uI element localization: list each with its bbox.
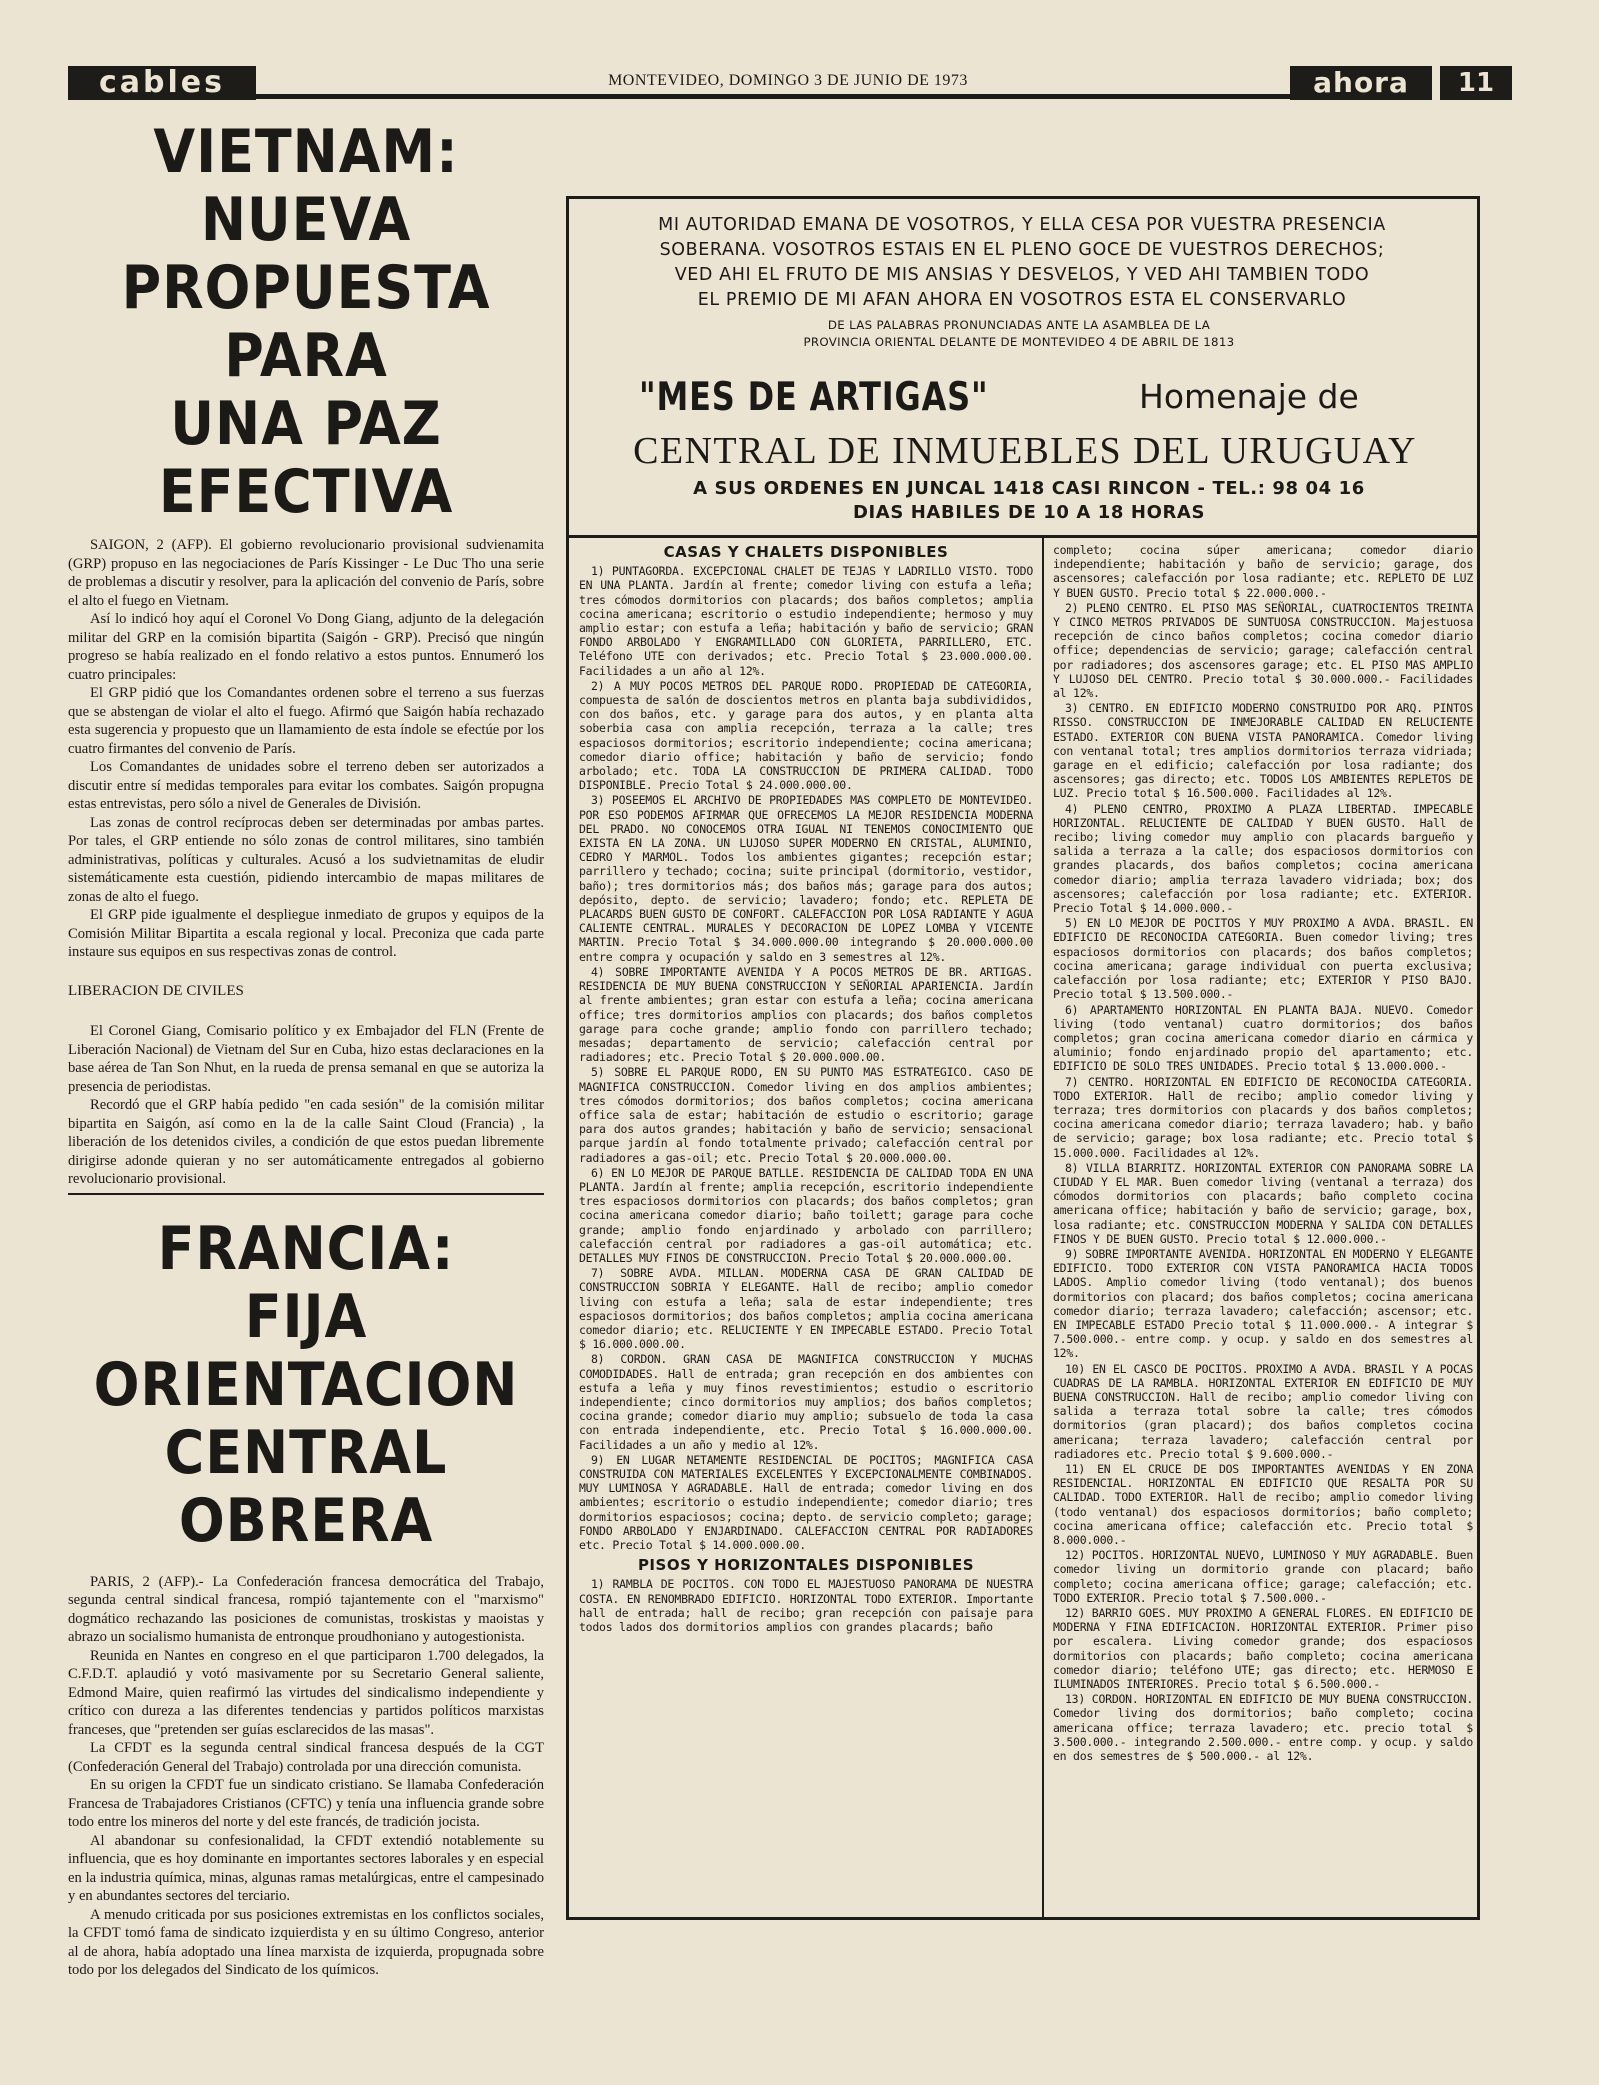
quote-source [689, 317, 1349, 351]
listings-right-column [1053, 543, 1473, 1764]
vietnam-headline [92, 118, 520, 526]
listing-item: 8) VILLA BIARRITZ. HORIZONTAL EXTERIOR CON PANORAMA SOBRE LA CIUDAD Y EL MAR. Buen comedor living (ventanal a terraza) dos cómodos dormitorios con placards; baño completo cocina americana office; habitación y baño de servicio; garage, box, losa radiante; etc. CONSTRUCCION MODERNA Y SALIDA CON DETALLES FINOS Y DE BUEN GUSTO. Precio total $ 12.000.000.- [1053, 1160, 1473, 1246]
pisos-heading: PISOS Y HORIZONTALES DISPONIBLES [637, 1556, 975, 1575]
listing-item: 11) EN EL CRUCE DE DOS IMPORTANTES AVENIDAS Y EN ZONA RESIDENCIAL. HORIZONTAL EN EDIFICIO QUE RESALTA POR SU CALIDAD. TODO EXTERIOR. Hall de recibo; amplio comedor living (todo ventanal) dos espaciosos dormitorios; baño completo; cocina americana office; calefacción etc. Precio total $ 8.000.000.- [1053, 1462, 1473, 1548]
francia-article [68, 1573, 544, 1980]
article-paragraph: Reunida en Nantes en congreso en el que participaron 1.700 delegados, la C.F.D.T. aplaudió y votó masivamente por su Secretario General saliente, Edmond Maire, quien reafirmó las virtudes del sindicalismo independiente y crítico con dureza a las diferentes tendencias y partidos políticos marxistas franceses, que "pretenden ser guías esclarecidos de las masas". [68, 1647, 544, 1738]
article-paragraph: El Coronel Giang, Comisario político y ex Embajador del FLN (Frente de Liberación Nacional) de Vietnam del Sur en Cuba, hizo estas declaraciones en la base aérea de Tan Son Nhut, en la rueda de prensa semanal en que se autoriza la presencia de periodistas. [68, 1023, 544, 1095]
listing-item: 8) CORDON. GRAN CASA DE MAGNIFICA CONSTRUCCION Y MUCHAS COMODIDADES. Hall de entrada; gran recepción en dos ambientes con estufa a leña y muy finos revestimientos; estudio o escritorio independiente; cinco dormitorios muy amplios; dos baños completos; cocina grande; comedor diario muy amplio; subsuelo de toda la casa con entrada independiente, etc. Precio Total $ 16.000.000.00. Facilidades a un año y medio al 12%. [579, 1352, 1033, 1452]
listing-item: 2) A MUY POCOS METROS DEL PARQUE RODO. PROPIEDAD DE CATEGORIA, compuesta de salón de doscientos metros en planta baja subdivididos, con dos baños, etc. y garage para dos autos, y en planta alta soberbia casa con amplia recepción, terraza a la calle; tres espaciosos dormitorios; escritorio independiente; cocina americana; comedor diario office; habitación y baño de servicio; fondo arbolado; etc. TODA LA CONSTRUCCION DE PRIMERA CALIDAD. TODO DISPONIBLE. Precio Total $ 24.000.000.00. [579, 678, 1033, 793]
listing-item: 7) CENTRO. HORIZONTAL EN EDIFICIO DE RECONOCIDA CATEGORIA. TODO EXTERIOR. Hall de recibo; amplio comedor living y terraza; tres dormitorios con placards y dos baños completos; cocina americana comedor diario; terraza lavadero; hab. y baño de servicio; garage; box losa radiante; etc. Precio total $ 15.000.000. Facilidades al 12%. [1053, 1074, 1473, 1160]
ad-column-divider [1042, 538, 1044, 1917]
listing-item: 7) SOBRE AVDA. MILLAN. MODERNA CASA DE GRAN CALIDAD DE CONSTRUCCION SOBRIA Y ELEGANTE. Hall de recibo; amplio comedor living con estufa a leña; sala de estar independiente; tres espaciosos dormitorios; dos baños completos; amplia cocina americana comedor diario; etc. RELUCIENTE Y EN IMPECABLE ESTADO. Precio Total $ 16.000.000.00. [579, 1266, 1033, 1352]
headline-line: VIETNAM: NUEVA [153, 117, 459, 255]
headline-line: CENTRAL OBRERA [164, 1417, 448, 1556]
article-paragraph: Las zonas de control recíprocas deben ser determinadas por ambas partes. Por tales, el GRP entiende no sólo zonas de control militares, sino también administrativas, políticas y culturales. Acusó a los sudvietnamitas de eludir sistemáticamente esta cuestión, pidiendo intercambio de mapas militares de zonas de alto el fuego. [68, 814, 544, 905]
listing-item: 12) POCITOS. HORIZONTAL NUEVO, LUMINOSO Y MUY AGRADABLE. Buen comedor living un dormitorio grande con placard; baño completo; cocina americana office; garage; calefacción; etc. TODO EXTERIOR. Precio total $ 7.500.000.- [1053, 1548, 1473, 1605]
article-divider [68, 1193, 544, 1195]
quote-line: SOBERANA. VOSOTROS ESTAIS EN EL PLENO GOCE DE VUESTROS DERECHOS; [659, 240, 1385, 260]
headline-line: UNA PAZ EFECTIVA [158, 389, 454, 527]
listings-left-column [579, 543, 1033, 1635]
campaign-line [639, 375, 1439, 420]
headline-line: FRANCIA: FIJA [157, 1213, 455, 1352]
company-address: A SUS ORDENES EN JUNCAL 1418 CASI RINCON - TEL.: 98 04 16 [693, 478, 1365, 499]
quote-source-line: DE LAS PALABRAS PRONUNCIADAS ANTE LA ASAMBLEA DE LA [827, 318, 1211, 332]
left-column [68, 118, 544, 1980]
listing-item: 4) PLENO CENTRO, PROXIMO A PLAZA LIBERTAD. IMPECABLE HORIZONTAL. RELUCIENTE DE CALIDAD Y BUEN GUSTO. Hall de recibo; living comedor muy amplio con placards bargueño y salida a terraza a la calle; dos espaciosos dormitorios con grandes placards, dos baños completos; cocina americana comedor diario; amplia terraza lavadero vidriada; box; dos ascensores; calefacción por losa radiante; etc. EXTERIOR. Precio Total $ 14.000.000.- [1053, 801, 1473, 916]
article-paragraph: El GRP pide igualmente el despliegue inmediato de grupos y equipos de la Comisión Militar Bipartita a escala regional y local. Preconiza que cada parte instaure sus equipos en sus respectivas zonas de control. [68, 907, 544, 960]
dateline: MONTEVIDEO, DOMINGO 3 DE JUNIO DE 1973 [608, 72, 968, 89]
casas-heading: CASAS Y CHALETS DISPONIBLES [663, 543, 949, 561]
article-paragraph: PARIS, 2 (AFP).- La Confederación francesa democrática del Trabajo, segunda central sindical francesa, rompió tajantemente con el "marxismo" dogmático rechazando las posiciones de comunistas, troskistas y maoistas y abrazo un socialismo humanista de entronque proudhoniano y autogestionista. [68, 1573, 544, 1645]
ad-divider [569, 535, 1477, 538]
homenaje-text: Homenaje de [1139, 377, 1359, 416]
campaign-title: "MES DE ARTIGAS" [639, 375, 989, 420]
company-name: CENTRAL DE INMUEBLES DEL URUGUAY [633, 430, 1417, 472]
listing-item: 3) CENTRO. EN EDIFICIO MODERNO CONSTRUIDO POR ARQ. PINTOS RISSO. CONSTRUCCION DE INMEJORABLE CALIDAD EN RELUCIENTE ESTADO. EXTERIOR CON BUENA VISTA PANORAMICA. Comedor living con ventanal total; tres amplios dormitorios terraza vidriada; garage en el edificio; calefacción por losa radiante; dos ascensores; gas directo; etc. TODOS LOS AMBIENTES REPLETOS DE LUZ. Precio total $ 16.500.000. Facilidades al 12%. [1053, 701, 1473, 801]
article-paragraph: A menudo criticada por sus posiciones extremistas en los conflictos sociales, la CFDT tomó fama de sindicato izquierdista y en su último Congreso, anterior al de ahora, había adoptado una línea marxista de izquierda, propugnada sobre todo por los delegados del Sindicato de los químicos. [68, 1906, 544, 1978]
article-subhead: LIBERACION DE CIVILES [68, 982, 244, 999]
quote-source-line: PROVINCIA ORIENTAL DELANTE DE MONTEVIDEO 4 DE ABRIL DE 1813 [803, 335, 1235, 349]
article-paragraph: El GRP pidió que los Comandantes ordenen sobre el terreno a sus fuerzas que se abstengan de violar el alto el fuego. Afirmó que Saigón había rechazado esta sugerencia y propuesto que un llamamiento de esta índole se efectúe por los cuatro firmantes del convenio de París. [68, 685, 544, 757]
article-paragraph: Al abandonar su confesionalidad, la CFDT extendió notablemente su influencia, que es hoy dominante en importantes sectores laborales y en especial en la industria química, minas, algunas ramas metalúrgicas, entre el campesinado y en abundantes sectores del terciario. [68, 1832, 544, 1904]
listing-item: 12) BARRIO GOES. MUY PROXIMO A GENERAL FLORES. EN EDIFICIO DE MODERNA Y FINA EDIFICACION. HORIZONTAL EXTERIOR. Primer piso por escalera. Living comedor grande; dos espaciosos dormitorios con placards; baño completo; cocina americana comedor diario; teléfono UTE; gas directo; etc. HERMOSO E ILUMINADOS INTERIORES. Precio total $ 6.500.000.- [1053, 1606, 1473, 1692]
headline-line: ORIENTACION [93, 1349, 519, 1420]
listing-item: 9) SOBRE IMPORTANTE AVENIDA. HORIZONTAL EN MODERNO Y ELEGANTE EDIFICIO. TODO EXTERIOR CON VISTA PANORAMICA HACIA TODOS LADOS. Amplio comedor living (todo ventanal); dos buenos dormitorios con placard; dos baños completos; cocina americana comedor diario; terraza lavadero; calefacción; ascensor; etc. EN IMPECABLE ESTADO Precio total $ 11.000.000.- A integrar $ 7.500.000.- entre comp. y ocup. y saldo en dos semestres al 12%. [1053, 1246, 1473, 1361]
article-paragraph: Los Comandantes de unidades sobre el terreno deben ser autorizados a discutir entre sí medidas temporales para evitar los combates. Saigón propugna estas entrevistas, pero sólo a nivel de Generales de División. [68, 759, 544, 812]
article-paragraph: La CFDT es la segunda central sindical francesa después de la CGT (Confederación General del Trabajo) controlada por una dirección comunista. [68, 1740, 544, 1775]
listing-item: 2) PLENO CENTRO. EL PISO MAS SEÑORIAL, CUATROCIENTOS TREINTA Y CINCO METROS PRIVADOS DE SUNTUOSA CONSTRUCCION. Majestuosa recepción de cinco baños completos; cocina comedor diario office; dependencias de servicio; garage; calefacción central por radiadores; dos ascensores garage; etc. EL PISO MAS AMPLIO Y LUJOSO DEL CENTRO. Precio total $ 30.000.000.- Facilidades al 12%. [1053, 600, 1473, 701]
listing-item: 10) EN EL CASCO DE POCITOS. PROXIMO A AVDA. BRASIL Y A POCAS CUADRAS DE LA RAMBLA. HORIZONTAL EXTERIOR EN EDIFICIO DE MUY BUENA CONSTRUCCION. Hall de recibo; amplio comedor living con salida a terraza total sobre la calle; tres cómodos dormitorios (gran placard); dos baños completos cocina americana; terraza lavadero; calefacción central por radiadores etc. Precio total $ 9.600.000.- [1053, 1361, 1473, 1461]
headline-line: PROPUESTA PARA [121, 253, 491, 391]
quote-line: VED AHI EL FRUTO DE MIS ANSIAS Y DESVELOS, Y VED AHI TAMBIEN TODO [674, 265, 1370, 285]
quote-line: MI AUTORIDAD EMANA DE VOSOTROS, Y ELLA CESA POR VUESTRA PRESENCIA [658, 215, 1386, 235]
listing-item: 5) SOBRE EL PARQUE RODO, EN SU PUNTO MAS ESTRATEGICO. CASO DE MAGNIFICA CONSTRUCCION. Comedor living en dos amplios ambientes; tres cómodos dormitorios; dos baños completos; cocina americana office sala de estar; habitación de estudio o escritorio; garage para dos autos grandes; habitación y baño de servicio; sensacional parque jardín al fondo totalmente privado; calefacción central por radiadores a gas-oil; etc. Precio Total $ 20.000.000.00. [579, 1065, 1033, 1165]
francia-headline [92, 1215, 520, 1555]
article-paragraph: SAIGON, 2 (AFP). El gobierno revolucionario provisional sudvienamita (GRP) propuso en las negociaciones de París Kissinger - Le Duc Tho una serie de problemas a discutir y resolver, para la aplicación del convenio de París, sobre el alto el fuego en Vietnam. [68, 537, 544, 609]
article-paragraph: Recordó que el GRP había pedido "en cada sesión" de la comisión militar bipartita en Saigón, así como en la de la calle Saint Cloud (Francia) , la liberación de los detenidos civiles, a condición de que estos puedan libremente dirigirse adonde quieran y no ser automáticamente entregados al gobierno revolucionario provisional. [68, 1097, 544, 1187]
listing-item: 4) SOBRE IMPORTANTE AVENIDA Y A POCOS METROS DE BR. ARTIGAS. RESIDENCIA DE MUY BUENA CONSTRUCCION Y SEÑORIAL APARIENCIA. Jardín al frente ambientes; gran estar con estufa a leña; cocina americana office; tres dormitorios amplios con placards; dos baños completos garage para coche grande; amplio fondo con parrillero techado; mesadas; departamento de servicio; calefacción central por radiadores; etc. Precio Total $ 20.000.000.00. [579, 964, 1033, 1065]
listing-item: 1) RAMBLA DE POCITOS. CON TODO EL MAJESTUOSO PANORAMA DE NUESTRA COSTA. EN RENOMBRADO EDIFICIO. HORIZONTAL TODO EXTERIOR. Importante hall de entrada; hall de recibo; gran recepción con paisaje para todos lados dos dormitorios amplios con grandes placards; baño [579, 1577, 1033, 1635]
company-contact [669, 477, 1389, 525]
listing-item: 3) POSEEMOS EL ARCHIVO DE PROPIEDADES MAS COMPLETO DE MONTEVIDEO. POR ESO PODEMOS AFIRMAR QUE OFRECEMOS LA MEJOR RESIDENCIA MODERNA DEL PRADO. NO CONOCEMOS OTRA IGUAL NI TENEMOS CONOCIMIENTO QUE EXISTA EN LA ZONA. UN LUJOSO SUPER MODERNO EN CRISTAL, ALUMINIO, CEDRO Y MARMOL. Todos los ambientes gigantes; recepción estar; parrillero y techado; cocina; suite principal (dormitorio, vestidor, baño); tres dormitorios más; dos baños más; garage para dos autos; depósito, depto. de servicio; lavadero; fondo; etc. REPLETA DE PLACARDS BUEN GUSTO DE CONFORT. CALEFACCION POR LOSA RADIANTE Y AGUA CALIENTE CENTRAL. MURALES Y DECORACION DE LOPEZ LOMBA Y VICENTE MARTIN. Precio Total $ 34.000.000.00 integrando $ 20.000.000.00 entre compra y ocupación y saldo en 3 semestres al 12%. [579, 793, 1033, 964]
section-label: cables [68, 66, 256, 100]
vietnam-article [68, 536, 544, 1189]
listing-item: 6) APARTAMENTO HORIZONTAL EN PLANTA BAJA. NUEVO. Comedor living (todo ventanal) cuatro dormitorios; dos baños completos; gran cocina americana comedor diario en cármica y aluminio; fondo enjardinado propio del apartamento; etc. EDIFICIO DE SOLO TRES UNIDADES. Precio total $ 13.000.000.- [1053, 1002, 1473, 1074]
listing-item: 1) PUNTAGORDA. EXCEPCIONAL CHALET DE TEJAS Y LADRILLO VISTO. TODO EN UNA PLANTA. Jardín al frente; comedor living con estufa a leña; tres cómodos dormitorios con placards; dos baños completos; amplia cocina americana; escritorio o estudio independiente; hermoso y muy amplio estar; con estufa a leña; habitación y baño de servicio; GRAN FONDO ARBOLADO Y ENGRAMILLADO CON GLORIETA, PARRILLERO, ETC. Teléfono UTE con derivados; etc. Precio Total $ 23.000.000.00. Facilidades a un año al 12%. [579, 564, 1033, 678]
listing-item: 5) EN LO MEJOR DE POCITOS Y MUY PROXIMO A AVDA. BRASIL. EN EDIFICIO DE RECONOCIDA CATEGORIA. Buen comedor living; tres espaciosos dormitorios con placards; dos baños completos; cocina americana; garage individual con puerta exclusiva; calefacción por losa radiante; etc; EXTERIOR Y PISO BAJO. Precio total $ 13.500.000.- [1053, 916, 1473, 1002]
quote-line: EL PREMIO DE MI AFAN AHORA EN VOSOTROS ESTA EL CONSERVARLO [697, 290, 1347, 310]
masthead [68, 66, 1512, 104]
listing-item: 9) EN LUGAR NETAMENTE RESIDENCIAL DE POCITOS; MAGNIFICA CASA CONSTRUIDA CON MATERIALES EXCELENTES Y EXCEPCIONALMENTE COMBINADOS. MUY LUMINOSA Y AGRADABLE. Hall de entrada; comedor living en dos ambientes; escritorio o estudio independiente; comedor diario; tres dormitorios espaciosos; cocina; depto. de servicio completo; garage; FONDO ARBOLADO Y ENJARDINADO. CALEFACCION CENTRAL POR RADIADORES etc. Precio Total $ 14.000.000.00. [579, 1452, 1033, 1553]
listing-item: 6) EN LO MEJOR DE PARQUE BATLLE. RESIDENCIA DE CALIDAD TODA EN UNA PLANTA. Jardín al frente; amplia recepción, escritorio independiente tres espaciosos dormitorios con placards; dos baños completos; gran cocina americana comedor diario; baño toilett; garage para coche grande; amplio fondo enjardinado y arbolado con parrillero; calefacción central por radiadores a gas-oil automática; etc. DETALLES MUY FINOS DE CONSTRUCCION. Precio Total $ 20.000.000.00. [579, 1165, 1033, 1265]
article-paragraph: En su origen la CFDT fue un sindicato cristiano. Se llamaba Confederación Francesa de Trabajadores Cristianos (CFTC) y tenía una influencia grande sobre todo entre los mineros del norte y del este francés, de tradición jocista. [68, 1777, 544, 1830]
real-estate-ad [566, 196, 1480, 1920]
brand-logo: ahora [1290, 66, 1432, 100]
listing-item: 13) CORDON. HORIZONTAL EN EDIFICIO DE MUY BUENA CONSTRUCCION. Comedor living dos dormitorios; baño completo; cocina americana office; terraza lavadero; etc. precio total $ 3.500.000.- integrando 2.500.000.- entre comp. y ocup. y saldo en dos semestres de $ 500.000.- al 12%. [1053, 1692, 1473, 1764]
page-number: 11 [1440, 66, 1512, 100]
business-hours: DIAS HABILES DE 10 A 18 HORAS [852, 502, 1206, 523]
artigas-quote [597, 213, 1447, 313]
article-paragraph: Así lo indicó hoy aquí el Coronel Vo Dong Giang, adjunto de la delegación militar del GRP en la comisión bipartita (Saigón - GRP). Precisó que ningún progreso se había realizado en el fondo relativo a estos puntos. Ennumeró los cuatro principales: [68, 611, 544, 683]
masthead-rule [256, 94, 1346, 99]
listing-item: completo; cocina súper americana; comedor diario independiente; habitación y baño de servicio; garage, dos ascensores; calefacción por losa radiante; etc. REPLETO DE LUZ Y BUEN GUSTO. Precio total $ 22.000.000.- [1053, 543, 1473, 600]
